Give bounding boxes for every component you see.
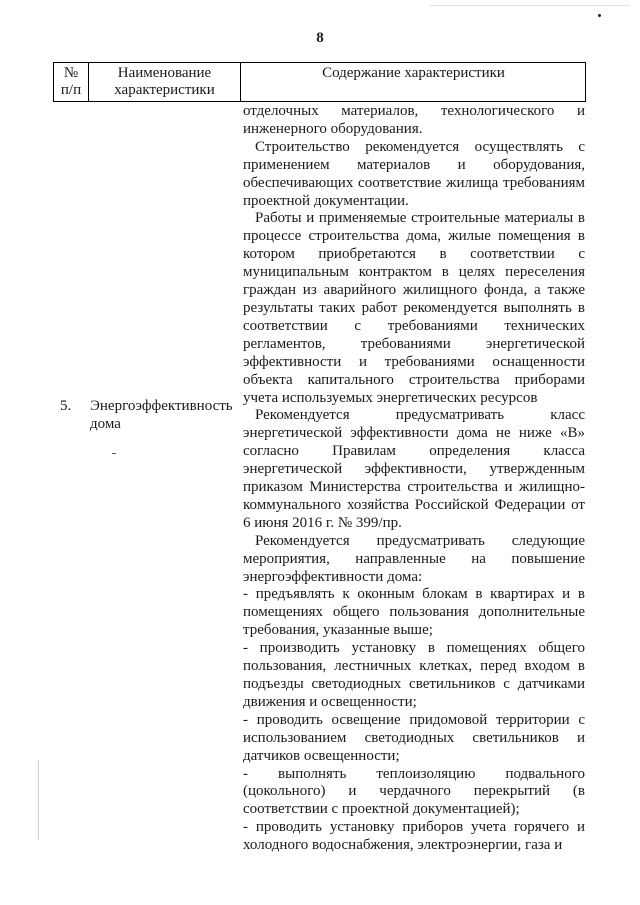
list-item: - выполнять теплоизоляцию подвального (цокольного) и чердачного перекрытий (в соответствии с проектной документацией); — [243, 765, 585, 818]
row-name: Энергоэффективность дома — [90, 398, 233, 432]
list-item: - проводить установку приборов учета горячего и холодного водоснабжения, электроэнергии, газа и — [243, 819, 585, 854]
header-number-cell — [54, 63, 88, 101]
list-item: - предъявлять к оконным блокам в квартирах и в помещениях общего пользования дополнительные требования, указанные выше; — [243, 586, 585, 639]
header-number-line1: № — [63, 65, 79, 81]
list-item: - производить установку в помещениях общего пользования, лестничных клетках, перед входом в подъезды светодиодных светильников с датчиками движения и освещенности; — [243, 640, 585, 710]
header-number-line2: п/п — [60, 82, 82, 98]
row-number: 5. — [60, 398, 72, 414]
list-item: - проводить освещение придомовой территории с использованием светодиодных светильников и датчиков освещенности; — [243, 711, 585, 764]
content-paragraph: Рекомендуется предусматривать класс энергетической эффективности дома не ниже «В» согласно Правилам определения класса энергетической эффективности, утвержденным приказом Министерства строительства и жилищно-коммунального хозяйства Российской Федерации от 6 июня 2016 г. № 399/пр. — [243, 407, 585, 531]
header-name-line2: характеристики — [114, 82, 215, 98]
characteristic-content — [243, 103, 585, 855]
content-paragraph: Строительство рекомендуется осуществлять с применением материалов и оборудования, обеспечивающих соответствие жилища требованиям проектной документации. — [243, 138, 585, 209]
scan-artifact-dot — [598, 14, 601, 17]
content-paragraph: Работы и применяемые строительные материалы в процессе строительства дома, жилые помещения в котором приобретаются в соответствии с муниципальным контрактом в целях переселения граждан из аварийного жилищного фонда, а также результаты таких работ рекомендуется выполнять в соответствии с требованиями технических регламентов, требованиями энергетической эффективности и требованиями оснащенности объекта капитального строительства приборами учета используемых энергетических ресурсов — [243, 210, 585, 406]
scan-artifact-line — [430, 5, 630, 6]
page-number: 8 — [316, 30, 324, 46]
content-paragraph: Рекомендуется предусматривать следующие мероприятия, направленные на повышение энергоэффективности дома: — [243, 532, 585, 585]
header-content-label: Содержание характеристики — [322, 65, 505, 81]
header-name-cell — [89, 63, 240, 101]
scan-artifact-mark — [112, 453, 116, 454]
header-name-line1: Наименование — [117, 65, 212, 81]
header-content-cell — [241, 63, 586, 103]
scan-artifact-edge — [38, 760, 39, 840]
table-header — [53, 62, 586, 102]
content-paragraph: отделочных материалов, технологического и инженерного оборудования. — [243, 103, 585, 137]
